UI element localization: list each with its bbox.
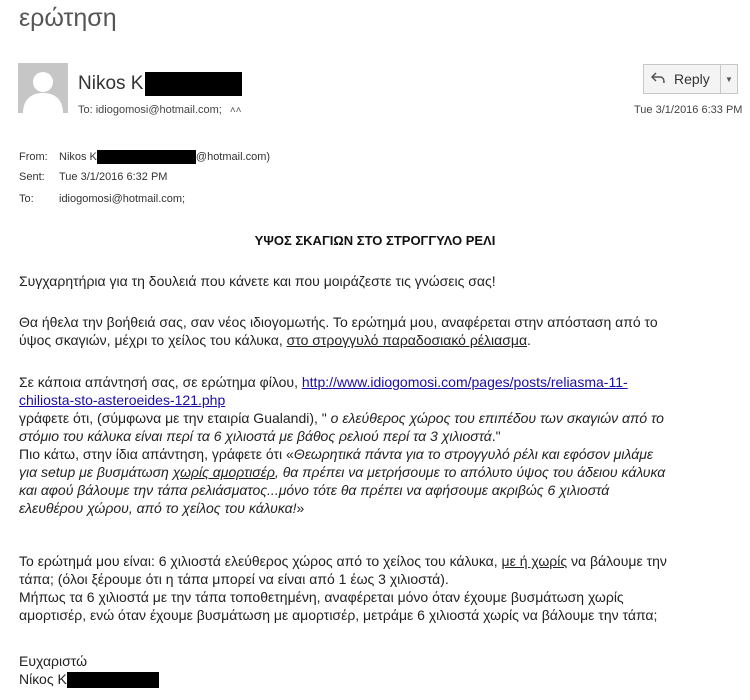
sent-value: Tue 3/1/2016 6:32 PM: [59, 171, 168, 183]
reply-button[interactable]: [643, 64, 738, 94]
text-line: [19, 481, 739, 499]
quote-text: και αφού βάλουμε την τάπα ρελιάσματος...μόνο τότε θα πρέπει να αφήσουμε ακριβώς 6 χιλιοστά: [19, 482, 610, 498]
text-span: Πιο κάτω, στην ίδια απάντηση, γράφετε ότι «: [19, 446, 294, 462]
text-line: Θα ήθελα την βοήθειά σας, σαν νέος ιδιογομωτής. Το ερώτημά μου, αναφέρεται στην απόσταση από το: [19, 314, 658, 330]
sent-label: Sent:: [19, 171, 45, 183]
text-span: .: [527, 332, 531, 348]
email-subject: ερώτηση: [19, 4, 117, 32]
quote-text: ο ελεύθερος χώρος του επιπέδου των σκαγιών από το: [330, 410, 664, 426]
article-link[interactable]: http://www.idiogomosi.com/pages/posts/reliasma-11-: [301, 374, 628, 390]
text-span: .": [491, 428, 501, 444]
underlined-text: με ή χωρίς: [501, 553, 568, 569]
from-name: Nikos K: [59, 150, 97, 163]
underlined-quote-text: χωρίς αμορτισέρ: [172, 464, 275, 480]
redaction-bar: [145, 72, 242, 96]
text-span: να βάλουμε την: [567, 553, 667, 569]
text-line: [19, 409, 739, 427]
quote-text: , θα πρέπει να μετρήσουμε το απόλυτο ύψος του άδειου κάλυκα: [274, 464, 666, 480]
signature-text: Νίκος K: [19, 671, 67, 687]
quote-text: για setup με βυσμάτωση: [19, 464, 173, 480]
chevron-down-icon[interactable]: ▼: [725, 74, 733, 84]
header-to: [19, 193, 185, 205]
from-email: @hotmail.com): [195, 150, 271, 163]
text-line: [19, 373, 739, 391]
text-line: [19, 331, 739, 349]
text-line: [19, 552, 739, 570]
message-heading: ΥΨΟΣ ΣΚΑΓΙΩΝ ΣΤΟ ΣΤΡΟΓΓΥΛΟ ΡΕΛΙ: [254, 233, 496, 248]
header-sent: [19, 171, 167, 183]
paragraph-question-intro: [19, 313, 739, 349]
sender-name[interactable]: [78, 72, 242, 96]
text-line: [19, 445, 739, 463]
text-span: Σε κάποια απάντησή σας, σε ερώτημα φίλου,: [19, 374, 302, 390]
text-span: Το ερώτημά μου είναι: 6 χιλιοστά ελεύθερος χώρος από το χείλος του κάλυκα,: [19, 553, 502, 569]
paragraph-main-question: [19, 552, 739, 624]
recipient-line: [78, 104, 242, 116]
text-line: αμορτισέρ, ενώ όταν έχουμε βυσμάτωση με αμορτισέρ, μετράμε 6 χιλιοστά χωρίς να βάλουμε την τάπα;: [19, 607, 658, 623]
quote-text: στόμιο του κάλυκα είναι περί τα 6 χιλιοστά με βάθος ρελιού περί τα 3 χιλιοστά: [19, 428, 492, 444]
text-line: [19, 463, 739, 481]
text-span: »: [296, 500, 305, 516]
to-value: idiogomosi@hotmail.com;: [59, 193, 186, 205]
text-line: τάπα; (όλοι ξέρουμε ότι η τάπα μπορεί να είναι από 1 έως 3 χιλιοστά).: [19, 571, 449, 587]
reply-label: Reply: [674, 71, 710, 87]
article-link-continued[interactable]: chiliosta-sto-asteroeides-121.php: [19, 392, 226, 408]
text-span: γράφετε ότι, (σύμφωνα με την εταιρία Gualandi), ": [19, 410, 331, 426]
sender-name-text: Nikos K: [78, 73, 144, 95]
quote-text: ελευθέρου χώρου, από το χείλος του κάλυκα!: [19, 500, 297, 516]
underlined-text: στο στρογγυλό παραδοσιακό ρέλιασμα: [286, 332, 528, 348]
reply-arrow-icon: [644, 71, 672, 87]
text-line: [19, 499, 739, 517]
text-line: [19, 427, 739, 445]
text-line: [19, 391, 739, 409]
quote-text: Θεωρητικά πάντα για το στρογγυλό ρέλι και εφόσον μιλάμε: [293, 446, 654, 462]
received-time: Tue 3/1/2016 6:33 PM: [634, 104, 743, 116]
collapse-chevron-icon[interactable]: ˄˄: [229, 105, 242, 116]
person-icon: [18, 63, 68, 113]
redaction-bar: [97, 150, 196, 164]
recipient-text: To: idiogomosi@hotmail.com;: [78, 104, 222, 116]
signature-line: [19, 670, 739, 688]
header-from: [19, 150, 270, 164]
paragraph-citation: [19, 373, 739, 517]
closing: [19, 652, 739, 688]
to-label: To:: [19, 193, 34, 205]
from-label: From:: [19, 150, 48, 163]
paragraph-congrats: Συγχαρητήρια για τη δουλειά που κάνετε και που μοιράζεστε τις γνώσεις σας!: [19, 273, 496, 289]
sender-avatar: [18, 63, 68, 113]
text-span: ύψος σκαγιών, μέχρι το χείλος του κάλυκα,: [19, 332, 287, 348]
redaction-bar: [67, 672, 159, 688]
thanks-text: Ευχαριστώ: [19, 653, 88, 669]
text-line: Μήπως τα 6 χιλιοστά με την τάπα τοποθετημένη, αναφέρεται μόνο όταν έχουμε βυσμάτωση χωρίς: [19, 589, 624, 605]
